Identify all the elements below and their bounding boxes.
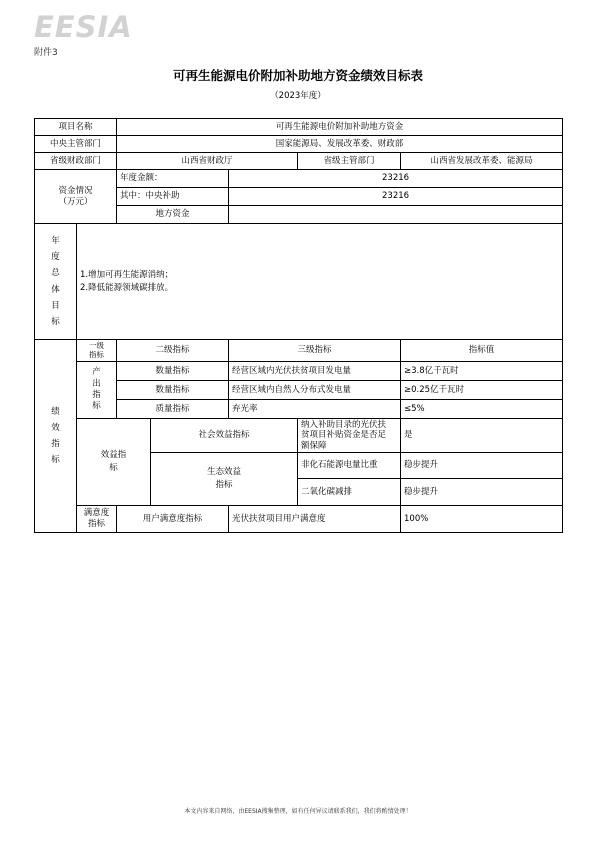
annual-amount-value: 23216 [229,170,563,188]
performance-label: 绩 效 指 标 [35,340,77,533]
satisfaction-value: 100% [401,506,563,533]
header-level1: 一级 指标 [77,340,117,362]
annual-goals-label: 年 度 总 体 目 标 [35,224,77,340]
central-dept-value: 国家能源局、发展改革委、财政部 [117,136,563,153]
funds-label: 资金情况 （万元） [35,170,117,224]
prov-finance-label: 省级财政部门 [35,153,117,170]
attachment-label: 附件3 [34,48,58,58]
table-row-l2: 数量指标 [117,381,229,400]
output-indicator-label: 产 出 指 标 [77,362,117,419]
satisfaction-l3: 光伏扶贫项目用户满意度 [229,506,401,533]
benefit-indicator-label: 效益指 标 [77,419,151,506]
local-funds-value [229,206,563,224]
footer-note: 本文内容来自网络，由EESIA搜集整理，如有任何异议请联系我们，我们将酌情处理！ [184,808,412,815]
eco-row-value: 稳步提升 [401,479,563,506]
table-row-l3: 经营区域内自然人分布式发电量 [229,381,401,400]
central-dept-label: 中央主管部门 [35,136,117,153]
table-row-l2: 质量指标 [117,400,229,419]
social-benefit-l3: 纳入补助目录的光伏扶贫项目补贴资金是否足额保障 [298,419,401,453]
header-value: 指标值 [401,340,563,362]
table-row-l2: 数量指标 [117,362,229,381]
social-benefit-label: 社会效益指标 [151,419,298,453]
eco-row-l3: 二氧化碳减排 [298,479,401,506]
table-row-l3: 经营区域内光伏扶贫项目发电量 [229,362,401,381]
social-benefit-value: 是 [401,419,563,453]
page-title: 可再生能源电价附加补助地方资金绩效目标表 [172,68,423,83]
prov-dept-label: 省级主管部门 [298,153,401,170]
local-funds-label: 地方资金 [117,206,229,224]
header-level3: 三级指标 [229,340,401,362]
annual-amount-label: 年度金额： [117,170,229,188]
table-row-value: ≥0.25亿千瓦时 [401,381,563,400]
project-name-label: 项目名称 [35,119,117,136]
eco-row-l3: 非化石能源电量比重 [298,453,401,479]
eco-row-value: 稳步提升 [401,453,563,479]
satisfaction-l2: 用户满意度指标 [117,506,229,533]
header-level2: 二级指标 [117,340,229,362]
table-row-l3: 弃光率 [229,400,401,419]
table-row-value: ≥3.8亿千瓦时 [401,362,563,381]
prov-dept-value: 山西省发展改革委、能源局 [401,153,563,170]
table-row-value: ≤5% [401,400,563,419]
central-subsidy-value: 23216 [229,188,563,206]
eesia-logo: EESIA [34,10,133,44]
satisfaction-indicator-label: 满意度 指标 [77,506,117,533]
performance-target-table [34,118,563,533]
central-subsidy-label: 其中：中央补助 [117,188,229,206]
eco-benefit-label: 生态效益 指标 [151,453,298,506]
year-label: （2023年度） [270,91,326,101]
project-name-value: 可再生能源电价附加补助地方资金 [117,119,563,136]
annual-goals-text: 1.增加可再生能源消纳； 2.降低能源领域碳排放。 [77,224,563,340]
prov-finance-value: 山西省财政厅 [117,153,298,170]
